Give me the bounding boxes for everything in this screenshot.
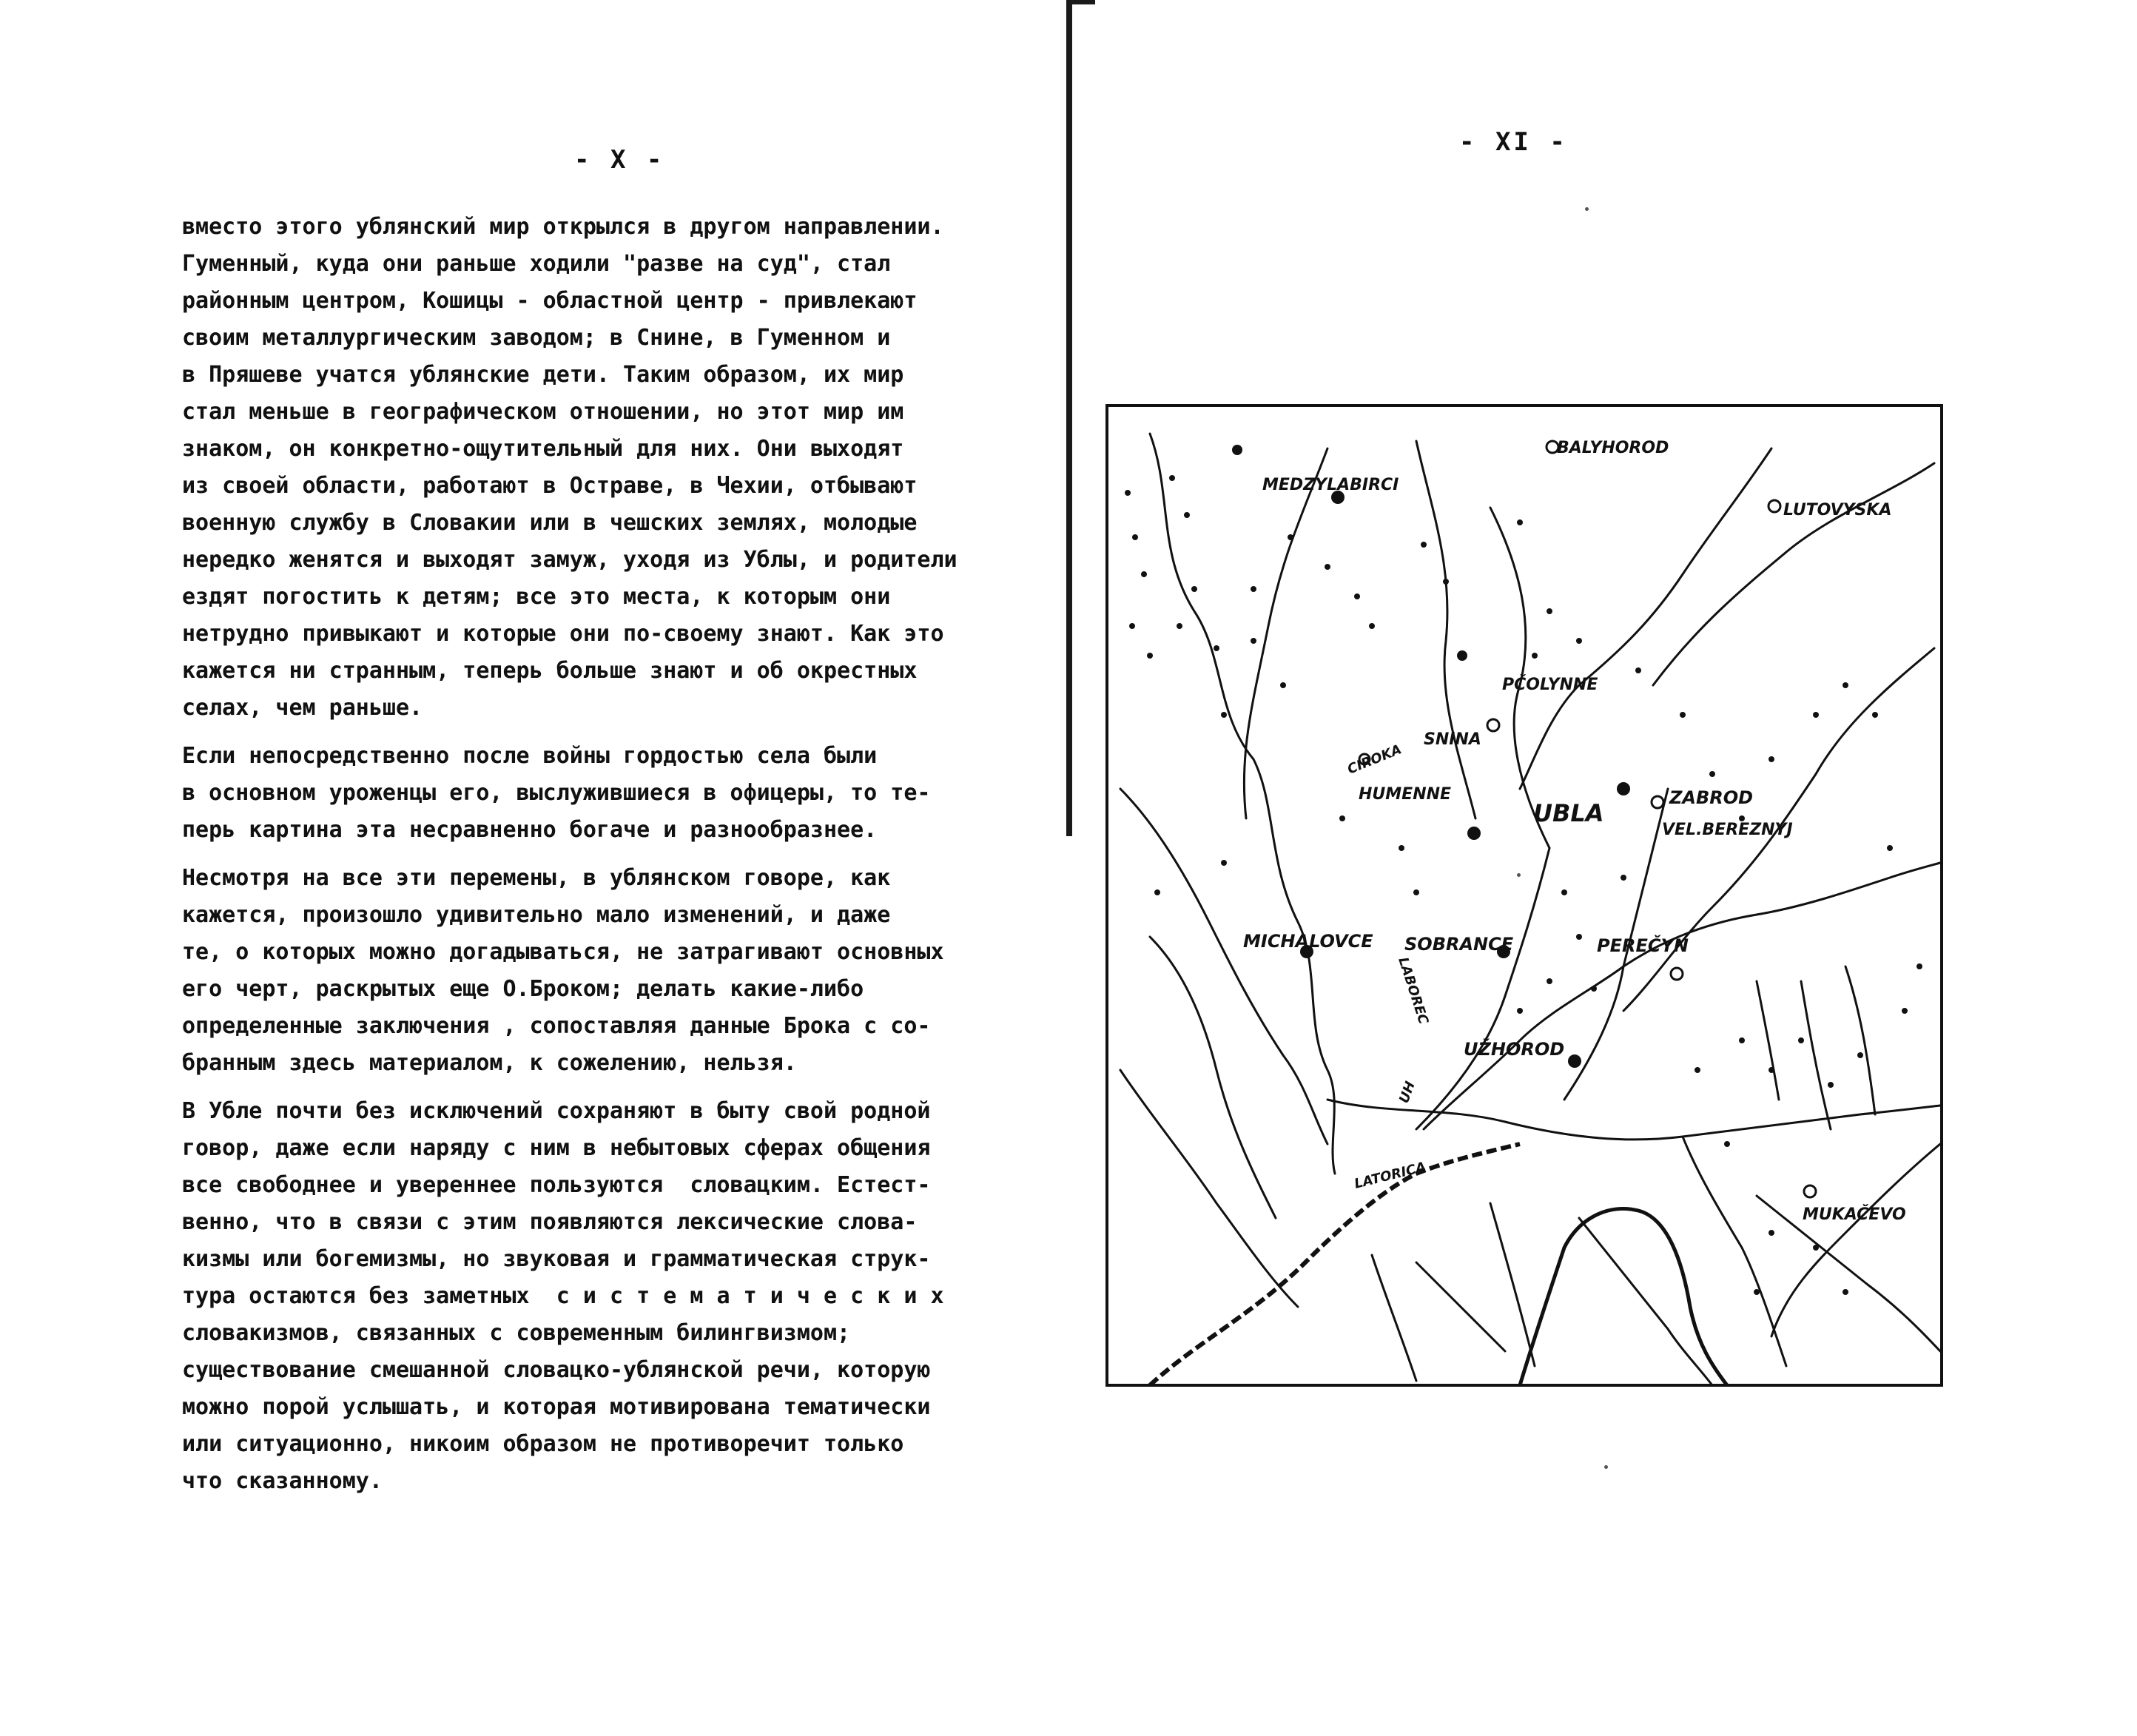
label-uzhorod: UŽHOROD bbox=[1464, 1039, 1565, 1060]
text-line: можно порой услышать, и которая мотивирована тематически bbox=[182, 1394, 931, 1420]
binding-gutter-top bbox=[1070, 0, 1095, 4]
text-line: из своей области, работают в Остраве, в Чехии, отбывают bbox=[182, 473, 918, 499]
region-map bbox=[1105, 404, 1943, 1387]
text-line: военную службу в Словакии или в чешских землях, молодые bbox=[182, 510, 918, 536]
text-line: Несмотря на все эти перемены, в ублянском говоре, как bbox=[182, 865, 891, 891]
label-uh: UH bbox=[1396, 1079, 1419, 1106]
label-vel-bereznyj: VEL.BEREZNYJ bbox=[1662, 821, 1793, 839]
label-laborec: LABOREC bbox=[1395, 955, 1432, 1026]
text-line: кизмы или богемизмы, но звуковая и грамматическая струк- bbox=[182, 1246, 931, 1272]
text-line: бранным здесь материалом, к сожелению, нельзя. bbox=[182, 1050, 797, 1076]
text-line: в Пряшеве учатся ублянские дети. Таким образом, их мир bbox=[182, 362, 904, 388]
text-line: его черт, раскрытых еще О.Броком; делать какие-либо bbox=[182, 976, 864, 1002]
paragraph-2 bbox=[182, 738, 1070, 849]
label-ciroka: CIROKA bbox=[1345, 741, 1404, 778]
text-line: те, о которых можно догадываться, не затрагивают основных bbox=[182, 939, 944, 965]
text-line: Если непосредственно после войны гордостью села были bbox=[182, 743, 878, 769]
text-line: Гуменный, куда они раньше ходили "разве на суд", стал bbox=[182, 251, 891, 277]
label-zabrod: ZABROD bbox=[1669, 787, 1754, 808]
text-line: перь картина эта несравненно богаче и разнообразнее. bbox=[182, 817, 878, 843]
text-line: знаком, он конкретно-ощутительный для них. Они выходят bbox=[182, 436, 904, 462]
label-mukacevo: MUKAČEVO bbox=[1803, 1205, 1906, 1224]
text-line: кажется ни странным, теперь больше знают и об окрестных bbox=[182, 658, 918, 684]
label-michalovce: MICHALOVCE bbox=[1243, 931, 1373, 952]
label-sobrance: SOBRANCE bbox=[1404, 934, 1514, 955]
text-line: в основном уроженцы его, выслужившиеся в офицеры, то те- bbox=[182, 780, 931, 806]
text-line: В Убле почти без исключений сохраняют в быту свой родной bbox=[182, 1098, 931, 1124]
text-line: определенные заключения , сопоставляя данные Брока с со- bbox=[182, 1013, 931, 1039]
page-number-left: - X - bbox=[574, 145, 665, 175]
label-latorica: LATORICA bbox=[1353, 1159, 1428, 1192]
label-ubla: UBLA bbox=[1533, 799, 1604, 827]
scan-speck bbox=[1517, 873, 1521, 877]
page-number-right: - XI - bbox=[1459, 127, 1568, 157]
paragraph-3 bbox=[182, 860, 1070, 1082]
text-line: словакизмов, связанных с современным билингвизмом; bbox=[182, 1320, 851, 1346]
label-medzylabirci: MEDZYLABIRCI bbox=[1262, 476, 1399, 494]
text-line: районным центром, Кошицы - областной центр - привлекают bbox=[182, 288, 918, 314]
text-line: венно, что в связи с этим появляются лексические слова- bbox=[182, 1209, 918, 1235]
text-line: нередко женятся и выходят замуж, уходя из Ублы, и родители bbox=[182, 547, 958, 573]
label-balyhorod: BALYHOROD bbox=[1557, 439, 1669, 457]
label-snina: SNINA bbox=[1424, 730, 1481, 749]
map-svg bbox=[1105, 404, 1943, 1387]
body-text bbox=[182, 209, 1070, 1511]
label-humenne: HUMENNE bbox=[1359, 785, 1452, 804]
scan-speck bbox=[1604, 1465, 1608, 1469]
text-line: существование смешанной словацко-ублянской речи, которую bbox=[182, 1357, 931, 1383]
label-pcolynne: PČOLYNNE bbox=[1502, 676, 1598, 694]
text-line: или ситуационно, никоим образом не противоречит только bbox=[182, 1431, 904, 1457]
map-frame bbox=[1107, 406, 1942, 1385]
text-line: что сказанному. bbox=[182, 1468, 383, 1494]
text-line: вместо этого ублянский мир открылся в другом направлении. bbox=[182, 214, 944, 240]
paragraph-1 bbox=[182, 209, 1070, 727]
text-line: все свободнее и увереннее пользуются словацким. Естест- bbox=[182, 1172, 931, 1198]
label-perecyn: PEREČYN bbox=[1597, 935, 1689, 956]
text-line: нетрудно привыкают и которые они по-своему знают. Как это bbox=[182, 621, 944, 647]
text-line: кажется, произошло удивительно мало изменений, и даже bbox=[182, 902, 891, 928]
text-line: селах, чем раньше. bbox=[182, 695, 423, 721]
paragraph-4 bbox=[182, 1093, 1070, 1500]
label-lutovyska: LUTOVYSKA bbox=[1783, 501, 1892, 519]
binding-gutter bbox=[1066, 0, 1072, 836]
text-line: говор, даже если наряду с ним в небытовых сферах общения bbox=[182, 1135, 931, 1161]
scan-speck bbox=[1585, 207, 1589, 211]
text-line: тура остаются без заметных с и с т е м а т и ч е с к и х bbox=[182, 1283, 944, 1309]
text-line: ездят погостить к детям; все это места, к которым они bbox=[182, 584, 891, 610]
text-line: своим металлургическим заводом; в Снине, в Гуменном и bbox=[182, 325, 891, 351]
text-line: стал меньше в географическом отношении, но этот мир им bbox=[182, 399, 904, 425]
